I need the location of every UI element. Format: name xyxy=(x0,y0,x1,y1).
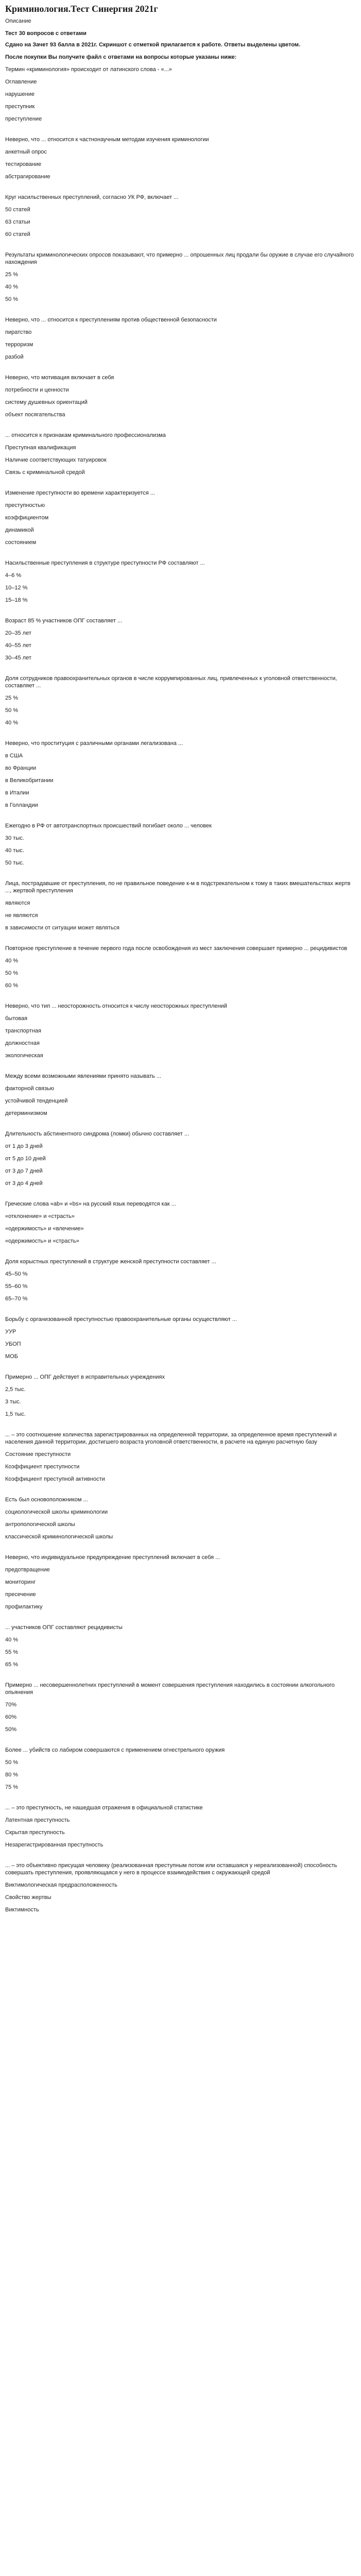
answer-option: 80 % xyxy=(5,1772,19,1778)
question-block xyxy=(5,489,356,546)
question-block xyxy=(5,251,356,303)
answer-option: «одержимость» и «влечение» xyxy=(5,1226,84,1232)
answer-option: 40 % xyxy=(5,1637,19,1643)
page-title: Криминология.Тест Синергия 2021г xyxy=(5,4,158,14)
answer-option: «отклонение» и «страсть» xyxy=(5,1213,75,1219)
question-block xyxy=(5,945,356,989)
answer-option: 50 тыс. xyxy=(5,860,24,866)
question-text: Между всеми возможными явлениями принято называть ... xyxy=(5,1073,162,1079)
question-text: Неверно, что ... относится к преступлениям против общественной безопасности xyxy=(5,317,217,323)
answer-option: предотвращение xyxy=(5,1567,50,1573)
answer-option: 50 % xyxy=(5,707,19,714)
question-text: Примерно ... несовершеннолетних преступлений в момент совершения преступления находились в состоянии алкогольного опьянения xyxy=(5,1682,335,1696)
answer-option: от 1 до 3 дней xyxy=(5,1143,43,1149)
question-block xyxy=(5,1316,356,1360)
answer-option: от 3 до 4 дней xyxy=(5,1180,43,1187)
question-text: Более ... убийств со лабиром совершаются с применением огнестрельного оружия xyxy=(5,1747,225,1753)
answer-option: 50 статей xyxy=(5,207,30,213)
question-block xyxy=(5,194,356,238)
question-block xyxy=(5,316,356,361)
question-text: ... – это объективно присущая человеку (реализованная преступным потом или оставшаяся у нереализованной) способность совершать преступления, проявляющаяся у него в процессе взаимодействия с окружающей средой xyxy=(5,1862,337,1876)
answer-option: состоянием xyxy=(5,539,37,546)
answer-option: преступник xyxy=(5,104,35,110)
answer-option: 60 % xyxy=(5,982,19,989)
question-block xyxy=(5,1682,356,1733)
answer-option: в Италии xyxy=(5,790,29,796)
answer-option: должностная xyxy=(5,1040,40,1046)
answer-option: 25 % xyxy=(5,695,19,701)
question-text: Неверно, что индивидуальное предупреждение преступлений включает в себя ... xyxy=(5,1554,220,1561)
answer-option: 70% xyxy=(5,1702,17,1708)
question-text: Ежегодно в РФ от автотранспортных происшествий погибает около ... человек xyxy=(5,823,212,829)
answer-option: объект посягательства xyxy=(5,412,65,418)
answer-option: 45–50 % xyxy=(5,1271,28,1277)
answer-option: являются xyxy=(5,900,30,906)
question-text: Доля корыстных преступлений в структуре женской преступности составляет ... xyxy=(5,1259,216,1265)
answer-option: в Великобритании xyxy=(5,777,54,784)
question-text: ... участников ОПГ составляют рецидивисты xyxy=(5,1624,123,1631)
answer-option: Скрытая преступность xyxy=(5,1829,65,1836)
notice-purchase: После покупки Вы получите файл с ответами на вопросы которые указаны ниже: xyxy=(5,54,237,60)
answer-option: классической криминологической школы xyxy=(5,1534,113,1540)
answer-option: от 3 до 7 дней xyxy=(5,1168,43,1174)
question-block xyxy=(5,136,356,180)
answer-option: детерминизмом xyxy=(5,1110,47,1116)
answer-option: разбой xyxy=(5,354,24,360)
answer-option: 40–55 лет xyxy=(5,642,31,649)
answer-option: 50 % xyxy=(5,296,19,302)
answer-option: 40 % xyxy=(5,720,19,726)
answer-option: Виктимологическая предрасположенность xyxy=(5,1882,117,1888)
answer-option: в США xyxy=(5,753,23,759)
question-text: Неверно, что тип ... неосторожность относится к числу неосторожных преступлений xyxy=(5,1003,227,1009)
answer-option: транспортная xyxy=(5,1028,41,1034)
description-label: Описание xyxy=(5,18,31,24)
answer-option: 40 тыс. xyxy=(5,848,24,854)
answer-option: Оглавление xyxy=(5,79,37,85)
answer-option: факторной связью xyxy=(5,1086,54,1092)
answer-option: пиратство xyxy=(5,329,32,335)
answer-option: коэффициентом xyxy=(5,515,49,521)
answer-option: Состояние преступности xyxy=(5,1451,71,1458)
question-text: Повторное преступление в течение первого года после освобождения из мест заключения совершает примерно ... рецидивистов xyxy=(5,945,348,952)
answer-option: 60 статей xyxy=(5,231,30,238)
question-block xyxy=(5,822,356,867)
answer-option: бытовая xyxy=(5,1015,28,1022)
answer-option: 15–18 % xyxy=(5,597,28,603)
question-block xyxy=(5,432,356,476)
question-block xyxy=(5,1624,356,1668)
question-block xyxy=(5,374,356,418)
answer-option: динамикой xyxy=(5,527,34,533)
answer-option: Связь с криминальной средой xyxy=(5,469,85,476)
question-text: Доля сотрудников правоохранительных органов в числе коррумпированных лиц, привлеченных к уголовной ответственности, составляет ... xyxy=(5,675,337,689)
question-block xyxy=(5,1747,356,1791)
question-block xyxy=(5,1130,356,1187)
answer-option: тестирование xyxy=(5,161,42,167)
answer-option: преступление xyxy=(5,116,42,122)
question-block xyxy=(5,740,356,809)
question-text: Борьбу с организованной преступностью правоохранительные органы осуществляют ... xyxy=(5,1316,237,1323)
question-text: Есть был основоположником ... xyxy=(5,1497,88,1503)
answer-option: УУР xyxy=(5,1329,16,1335)
answer-option: 50 % xyxy=(5,1759,19,1766)
answer-option: 1,5 тыс. xyxy=(5,1411,26,1417)
answer-option: 50 % xyxy=(5,970,19,976)
answer-option: 2,5 тыс. xyxy=(5,1386,26,1393)
question-block xyxy=(5,1804,356,1849)
answer-option: Преступная квалификация xyxy=(5,445,76,451)
answer-option: социологической школы криминологии xyxy=(5,1509,108,1515)
answer-option: Виктимность xyxy=(5,1907,39,1913)
answer-option: 25 % xyxy=(5,272,19,278)
question-text: Неверно, что проституция с различными органами легализована ... xyxy=(5,740,183,747)
answer-option: 40 % xyxy=(5,284,19,290)
question-text: Круг насильственных преступлений, согласно УК РФ, включает ... xyxy=(5,194,179,200)
question-text: Длительность абстинентного синдрома (ломки) обычно составляет ... xyxy=(5,1131,189,1137)
answer-option: 10–12 % xyxy=(5,585,28,591)
answer-option: МОБ xyxy=(5,1353,18,1360)
question-block xyxy=(5,560,356,604)
test-subtitle: Тест 30 вопросов с ответами xyxy=(5,30,87,37)
question-block xyxy=(5,675,356,726)
answer-option: систему душевных ориентаций xyxy=(5,399,88,405)
answer-option: 20–35 лет xyxy=(5,630,31,636)
answer-option: 75 % xyxy=(5,1784,19,1790)
question-block xyxy=(5,1862,356,1913)
answer-option: в зависимости от ситуации может являться xyxy=(5,925,119,931)
answer-option: преступностью xyxy=(5,502,45,509)
answer-option: 4–6 % xyxy=(5,572,22,579)
answer-option: экологическая xyxy=(5,1053,43,1059)
answer-option: 63 статьи xyxy=(5,219,30,225)
answer-option: Коэффициент преступной активности xyxy=(5,1476,105,1482)
answer-option: УБОП xyxy=(5,1341,21,1347)
question-block xyxy=(5,1200,356,1245)
answer-option: «одержимость» и «страсть» xyxy=(5,1238,79,1244)
answer-option: антропологической школы xyxy=(5,1521,75,1528)
question-block xyxy=(5,1003,356,1059)
answer-option: Латентная преступность xyxy=(5,1817,70,1823)
question-block xyxy=(5,1431,356,1483)
notice-score: Сдано на Зачет 93 балла в 2021г. Скриншот с отметкой прилагается к работе. Ответы выделены цветом. xyxy=(5,42,301,48)
question-text: Лица, пострадавшие от преступления, по не правильное поведение к-м в подстрекательном к тому в таких вмешательствах жертв ..., жертвой преступления xyxy=(5,880,351,894)
question-block xyxy=(5,1496,356,1540)
answer-option: не являются xyxy=(5,912,38,919)
answer-option: профилактику xyxy=(5,1604,43,1610)
answer-option: мониторинг xyxy=(5,1579,36,1585)
answer-option: 30 тыс. xyxy=(5,835,24,841)
question-block xyxy=(5,617,356,662)
answer-option: 55–60 % xyxy=(5,1283,28,1290)
question-text: Результаты криминологических опросов показывают, что примерно ... опрошенных лиц продали бы оружие в случае его случайного нахождения xyxy=(5,252,354,265)
question-block xyxy=(5,1073,356,1117)
answer-option: в Голландии xyxy=(5,802,38,808)
question-text: Термин «криминология» происходит от латинского слова - «...» xyxy=(5,66,172,73)
answer-option: анкетный опрос xyxy=(5,149,47,155)
answer-option: Наличие соответствующих татуировок xyxy=(5,457,107,463)
answer-option: Свойство жертвы xyxy=(5,1894,51,1901)
answer-option: пресечение xyxy=(5,1591,36,1598)
question-block xyxy=(5,880,356,931)
answer-option: устойчивой тенденцией xyxy=(5,1098,68,1104)
question-block xyxy=(5,1258,356,1302)
question-text: Насильственные преступления в структуре преступности РФ составляют ... xyxy=(5,560,205,566)
answer-option: 3 тыс. xyxy=(5,1399,21,1405)
answer-option: 65–70 % xyxy=(5,1296,28,1302)
question-block xyxy=(5,66,356,123)
question-block xyxy=(5,1554,356,1611)
answer-option: 60% xyxy=(5,1714,17,1720)
question-list xyxy=(5,66,356,1913)
question-text: Неверно, что ... относится к частнонаучным методам изучения криминологии xyxy=(5,137,209,143)
question-block xyxy=(5,1374,356,1418)
question-text: Примерно ... ОПГ действует в исправительных учреждениях xyxy=(5,1374,165,1380)
question-text: ... – это соотношение количества зарегистрированных на определенной территории, за определенное время преступлений и населения данной территории, достигшего возраста уголовной ответственности, в расчете на единую расчетную базу xyxy=(5,1432,337,1445)
question-text: Изменение преступности во времени характеризуется ... xyxy=(5,490,155,496)
answer-option: от 5 до 10 дней xyxy=(5,1156,46,1162)
question-text: Греческие слова «ab» и «bs» на русский язык переводятся как ... xyxy=(5,1201,176,1207)
question-text: ... – это преступность, не нашедшая отражения в официальной статистике xyxy=(5,1805,203,1811)
question-text: Неверно, что мотивация включает в себя xyxy=(5,375,114,381)
answer-option: терроризм xyxy=(5,342,33,348)
answer-option: нарушение xyxy=(5,91,35,97)
answer-option: Коэффициент преступности xyxy=(5,1464,80,1470)
answer-option: 50% xyxy=(5,1726,17,1733)
question-text: Возраст 85 % участников ОПГ составляет ... xyxy=(5,618,123,624)
answer-option: 40 % xyxy=(5,958,19,964)
answer-option: потребности и ценности xyxy=(5,387,69,393)
answer-option: Незарегистрированная преступность xyxy=(5,1842,104,1848)
answer-option: абстрагирование xyxy=(5,174,50,180)
answer-option: 55 % xyxy=(5,1649,19,1655)
question-text: ... относится к признакам криминального профессионализма xyxy=(5,432,166,438)
answer-option: во Франции xyxy=(5,765,37,771)
answer-option: 30–45 лет xyxy=(5,655,31,661)
answer-option: 65 % xyxy=(5,1662,19,1668)
